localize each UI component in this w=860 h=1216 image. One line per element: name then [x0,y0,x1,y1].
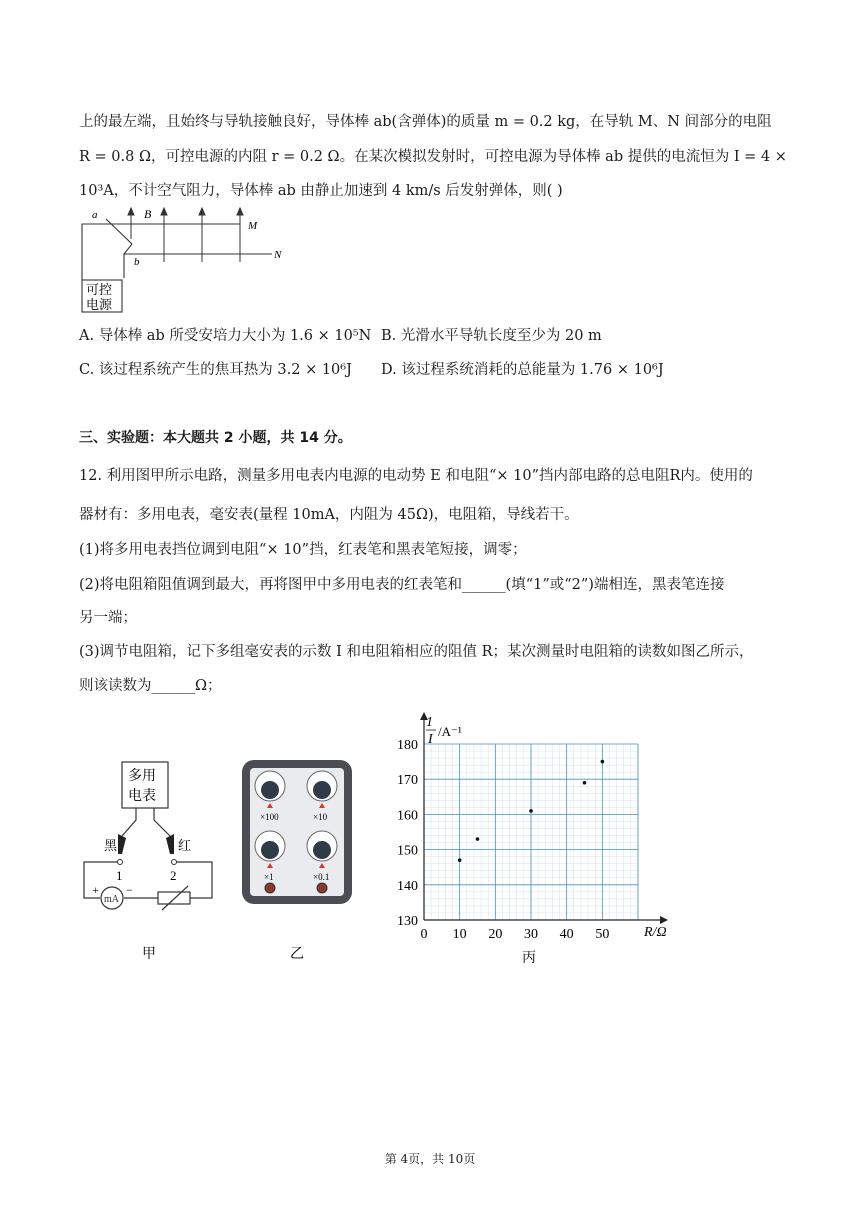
y-tick-label: 150 [397,843,418,859]
x-axis-label: R/Ω [644,925,667,940]
terminal-2: 2 [170,868,177,883]
y-axis-label-num: 1 [426,715,433,730]
multimeter-label-2: 电表 [128,789,156,804]
source-label-2: 电源 [86,297,113,312]
q11-line-1: 上的最左端，且始终与导轨接触良好，导体棒 ab(含弹体)的质量 m = 0.2 kg，在导轨 M、N 间部分的电阻 [79,114,772,130]
terminal-right [317,883,327,893]
x-tick-label: 10 [452,927,467,942]
q11-line-3: 10³A，不计空气阻力，导体棒 ab 由静止加速到 4 km/s 后发射弹体，则( ) [79,183,563,199]
y-axis-label-den: I [428,732,433,747]
label-a: a [92,209,98,221]
y-tick-label: 180 [397,738,418,753]
x-tick-label: 0 [420,927,428,942]
section-heading: 三、实验题：本大题共 2 小题，共 14 分。 [79,430,352,446]
terminal-left [265,883,275,893]
figure-jia-circuit [78,758,218,968]
figure-yi-resistance-box [240,758,356,968]
rod-ab [106,219,132,244]
ammeter-label: mA [104,894,119,905]
red-probe-label: 红 [178,838,192,853]
resistance-box-symbol [158,892,190,904]
y-tick-label: 160 [397,808,418,824]
caption-jia: 甲 [142,947,156,962]
data-point [583,781,587,785]
q12-step-2b: 另一端； [79,610,137,626]
figure-bing-chart [386,704,686,968]
minus-sign: − [126,883,133,897]
terminal-1: 1 [116,868,123,883]
dial-label-x1: ×1 [264,872,274,882]
q12-step-3b: 则该读数为______Ω； [79,678,222,694]
x-tick-label: 40 [559,927,574,942]
dial-label-x0.1: ×0.1 [313,872,330,882]
data-point [601,760,605,764]
y-tick-label: 170 [397,773,418,789]
q11-line-2: R = 0.8 Ω，可控电源的内阻 r = 0.2 Ω。在某次模拟发射时，可控电源为导体棒 ab 提供的电流恒为 I = 4 × [79,149,787,165]
black-probe-label: 黑 [104,838,118,853]
q11-option-c: C. 该过程系统产生的焦耳热为 3.2 × 10⁶J [79,362,352,378]
q12-step-3a: (3)调节电阻箱，记下多组毫安表的示数 I 和电阻箱相应的阻值 R；某次测量时电阻箱的读数如图乙所示， [79,644,754,660]
x-axis-arrow [660,916,668,924]
caption-yi: 乙 [290,947,304,962]
q11-option-b: B. 光滑水平导轨长度至少为 20 m [381,328,602,344]
dial-label-x100: ×100 [260,812,279,822]
y-tick-label: 130 [397,914,418,929]
data-point [529,809,533,813]
page-footer: 第 4页，共 10页 [384,1152,476,1166]
caption-bing: 丙 [522,951,536,966]
label-N: N [274,249,282,261]
y-axis-label-unit: /A⁻¹ [438,724,462,739]
x-tick-label: 30 [524,927,538,942]
source-label-1: 可控 [86,282,113,297]
dial-label-x10: ×10 [313,812,328,822]
x-tick-label: 50 [595,927,610,942]
data-point [458,858,462,862]
label-B: B [144,207,152,221]
q12-step-2a: (2)将电阻箱阻值调到最大，再将图甲中多用电表的红表笔和______(填“1”或“2”)端相连，黑表笔连接 [79,577,725,593]
q12-line-1: 12. 利用图甲所示电路，测量多用电表内电源的电动势 E 和电阻“× 10”挡内部电路的总电阻R内。使用的 [79,468,753,484]
x-tick-label: 20 [488,927,503,942]
q11-option-d: D. 该过程系统消耗的总能量为 1.76 × 10⁶J [381,362,664,378]
q12-line-2: 器材有：多用电表，毫安表(量程 10mA，内阻为 45Ω)，电阻箱，导线若干。 [79,507,579,523]
data-point [476,837,480,841]
y-tick-label: 140 [397,878,418,894]
q11-option-a: A. 导体棒 ab 所受安培力大小为 1.6 × 10⁵N [79,328,372,344]
label-M: M [248,220,258,232]
rail-diagram [76,204,306,314]
multimeter-label-1: 多用 [128,769,156,784]
label-b: b [134,256,140,268]
plus-sign: + [92,883,99,897]
q12-step-1: (1)将多用电表挡位调到电阻“× 10”挡，红表笔和黑表笔短接，调零； [79,542,527,558]
probes [118,834,174,854]
